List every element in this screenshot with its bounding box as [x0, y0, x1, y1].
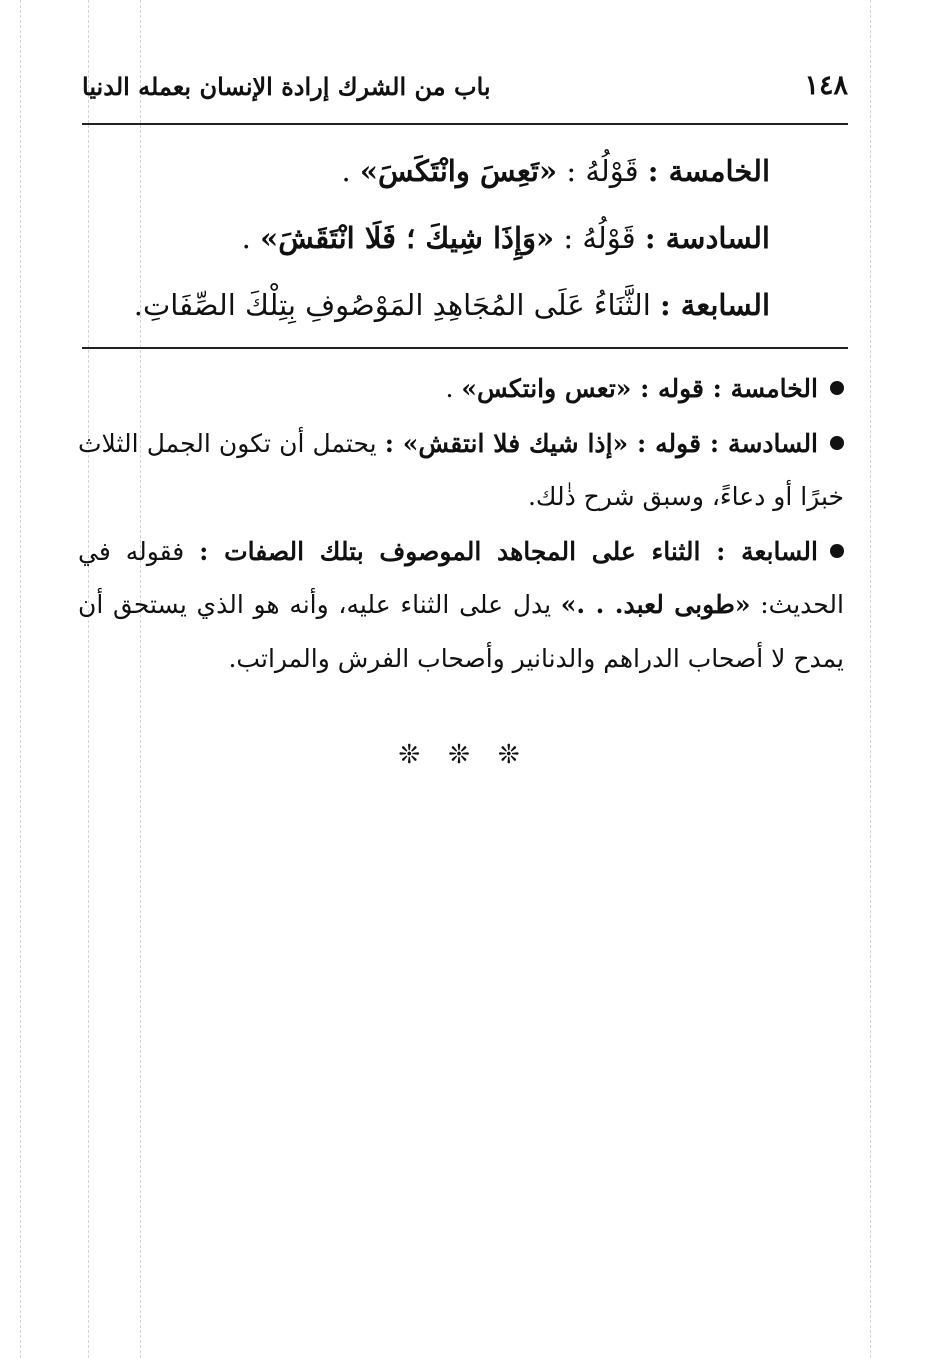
sharh-text: فقوله في الحديث:: [78, 536, 844, 619]
scan-guide-line: [20, 0, 21, 1358]
sharh-section: [78, 362, 844, 686]
matn-end: .: [341, 154, 360, 188]
matn-quote: «وَإِذَا شِيكَ ؛ فَلَا انْتَقَشَ»: [260, 221, 555, 255]
hadith-quote: «طوبى لعبد. . .»: [560, 590, 751, 619]
matn-qawl: [651, 288, 660, 322]
sharh-label: السادسة : قوله : «إذا شيك فلا انتقش» :: [384, 428, 819, 458]
sharh-paragraph-sixth: [78, 417, 844, 524]
matn-quote: «تَعِسَ وانْتَكَسَ»: [359, 154, 558, 188]
sharh-label: الخامسة : قوله : «تعس وانتكس»: [461, 374, 818, 403]
sharh-paragraph-fifth: [78, 362, 844, 416]
bullet-icon: [830, 544, 844, 558]
header-rule: [82, 123, 848, 125]
section-rule: [82, 347, 848, 349]
matn-label: الخامسة :: [647, 154, 770, 188]
sharh-paragraph-seventh: [78, 525, 844, 686]
matn-line-fifth: [120, 138, 770, 205]
sharh-text: يحتمل أن تكون الجمل الثلاث خبرًا أو دعاءً، وسبق شرح ذٰلك.: [78, 428, 844, 511]
matn-end: .: [241, 221, 261, 255]
section-end-ornament: ❊❊❊: [398, 740, 548, 770]
page-number: ١٤٨: [804, 70, 848, 101]
sharh-text: .: [445, 374, 462, 403]
bullet-icon: [830, 381, 844, 395]
matn-section: [120, 138, 770, 339]
matn-qawl: قَوْلُهُ :: [557, 154, 648, 188]
sharh-text: يدل على الثناء عليه، وأنه هو الذي يستحق أن يمدح لا أصحاب الدراهم والدنانير وأصحاب الفرش والمراتب.: [78, 590, 844, 673]
scan-guide-line: [870, 0, 871, 1358]
matn-end: الثَّنَاءُ عَلَى المُجَاهِدِ المَوْصُوفِ بِتِلْكَ الصِّفَاتِ.: [133, 288, 651, 322]
sharh-label: السابعة : الثناء على المجاهد الموصوف بتلك الصفات :: [199, 536, 818, 566]
bullet-icon: [830, 436, 844, 450]
matn-line-sixth: [120, 205, 770, 272]
running-title: باب من الشرك إرادة الإنسان بعمله الدنيا: [82, 72, 491, 101]
matn-line-seventh: [120, 272, 770, 339]
matn-label: السابعة :: [659, 288, 770, 322]
matn-qawl: قَوْلُهُ :: [554, 221, 645, 255]
matn-label: السادسة :: [644, 221, 770, 255]
page-header: [82, 70, 848, 110]
